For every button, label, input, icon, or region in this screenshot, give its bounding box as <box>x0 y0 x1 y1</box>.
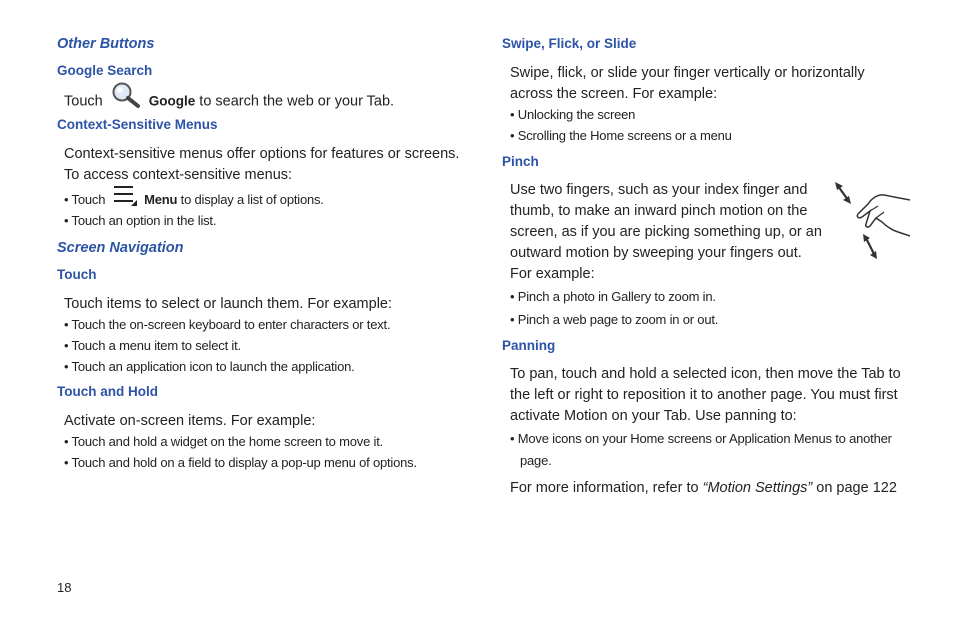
touch-hold-bullet-2: • Touch and hold on a field to display a pop-up menu of options. <box>64 452 417 474</box>
touch-bullet-1: • Touch the on-screen keyboard to enter characters or text. <box>64 314 390 336</box>
heading-pinch: Pinch <box>502 154 539 169</box>
more-info-prefix: For more information, refer to <box>510 480 699 496</box>
touch-hold-bullet-1: • Touch and hold a widget on the home screen to move it. <box>64 431 383 453</box>
swipe-bullet-2: • Scrolling the Home screens or a menu <box>510 125 732 147</box>
panning-bullet-1: • Move icons on your Home screens or Application Menus to another page. <box>510 428 905 472</box>
pinch-bullet-2: • Pinch a web page to zoom in or out. <box>510 309 718 331</box>
search-magnifier-icon <box>109 81 143 116</box>
panning-para: To pan, touch and hold a selected icon, then move the Tab to the left or right to reposition it to another page. You must first activate Motion on your Tab. Use panning to: <box>510 366 901 424</box>
pinch-gesture-icon <box>832 180 914 267</box>
context-menus-para: Context-sensitive menus offer options for features or screens. To access context-sensitive menus: <box>64 146 460 183</box>
google-search-line <box>64 87 444 116</box>
google-rest-text: to search the web or your Tab. <box>199 93 395 110</box>
touch-hold-para: Activate on-screen items. For example: <box>64 413 316 429</box>
google-label: Google <box>148 93 196 109</box>
swipe-bullet-1: • Unlocking the screen <box>510 104 635 126</box>
menu-label: Menu <box>144 191 178 207</box>
heading-context-menus: Context-Sensitive Menus <box>57 117 218 132</box>
heading-panning: Panning <box>502 338 556 353</box>
swipe-para: Swipe, flick, or slide your finger vertically or horizontally across the screen. For example: <box>510 65 865 102</box>
page-number: 18 <box>57 580 72 595</box>
touch-bullet-2: • Touch a menu item to select it. <box>64 335 241 357</box>
pinch-bullet-1: • Pinch a photo in Gallery to zoom in. <box>510 286 716 308</box>
google-touch-text: Touch <box>64 93 103 110</box>
more-info-suffix: on page 122 <box>816 480 897 496</box>
heading-other-buttons: Other Buttons <box>57 36 155 52</box>
context-bullet-2: • Touch an option in the list. <box>64 210 216 232</box>
motion-settings-ref[interactable]: “Motion Settings” <box>702 480 813 496</box>
heading-touch-and-hold: Touch and Hold <box>57 384 158 399</box>
heading-screen-navigation: Screen Navigation <box>57 240 184 256</box>
more-info-line <box>510 478 930 499</box>
context-menu-rest: to display a list of options. <box>180 191 324 207</box>
context-touch-text: Touch <box>71 191 106 207</box>
pinch-para: Use two fingers, such as your index finger and thumb, to make an inward pinch motion on the screen, as if you are picking something up, or an outward motion by sweeping your fingers out. For example: <box>510 182 822 282</box>
touch-bullet-3: • Touch an application icon to launch the application. <box>64 356 355 378</box>
heading-google-search: Google Search <box>57 63 153 78</box>
heading-touch: Touch <box>57 267 97 282</box>
touch-para: Touch items to select or launch them. For example: <box>64 296 393 312</box>
heading-swipe: Swipe, Flick, or Slide <box>502 36 637 51</box>
